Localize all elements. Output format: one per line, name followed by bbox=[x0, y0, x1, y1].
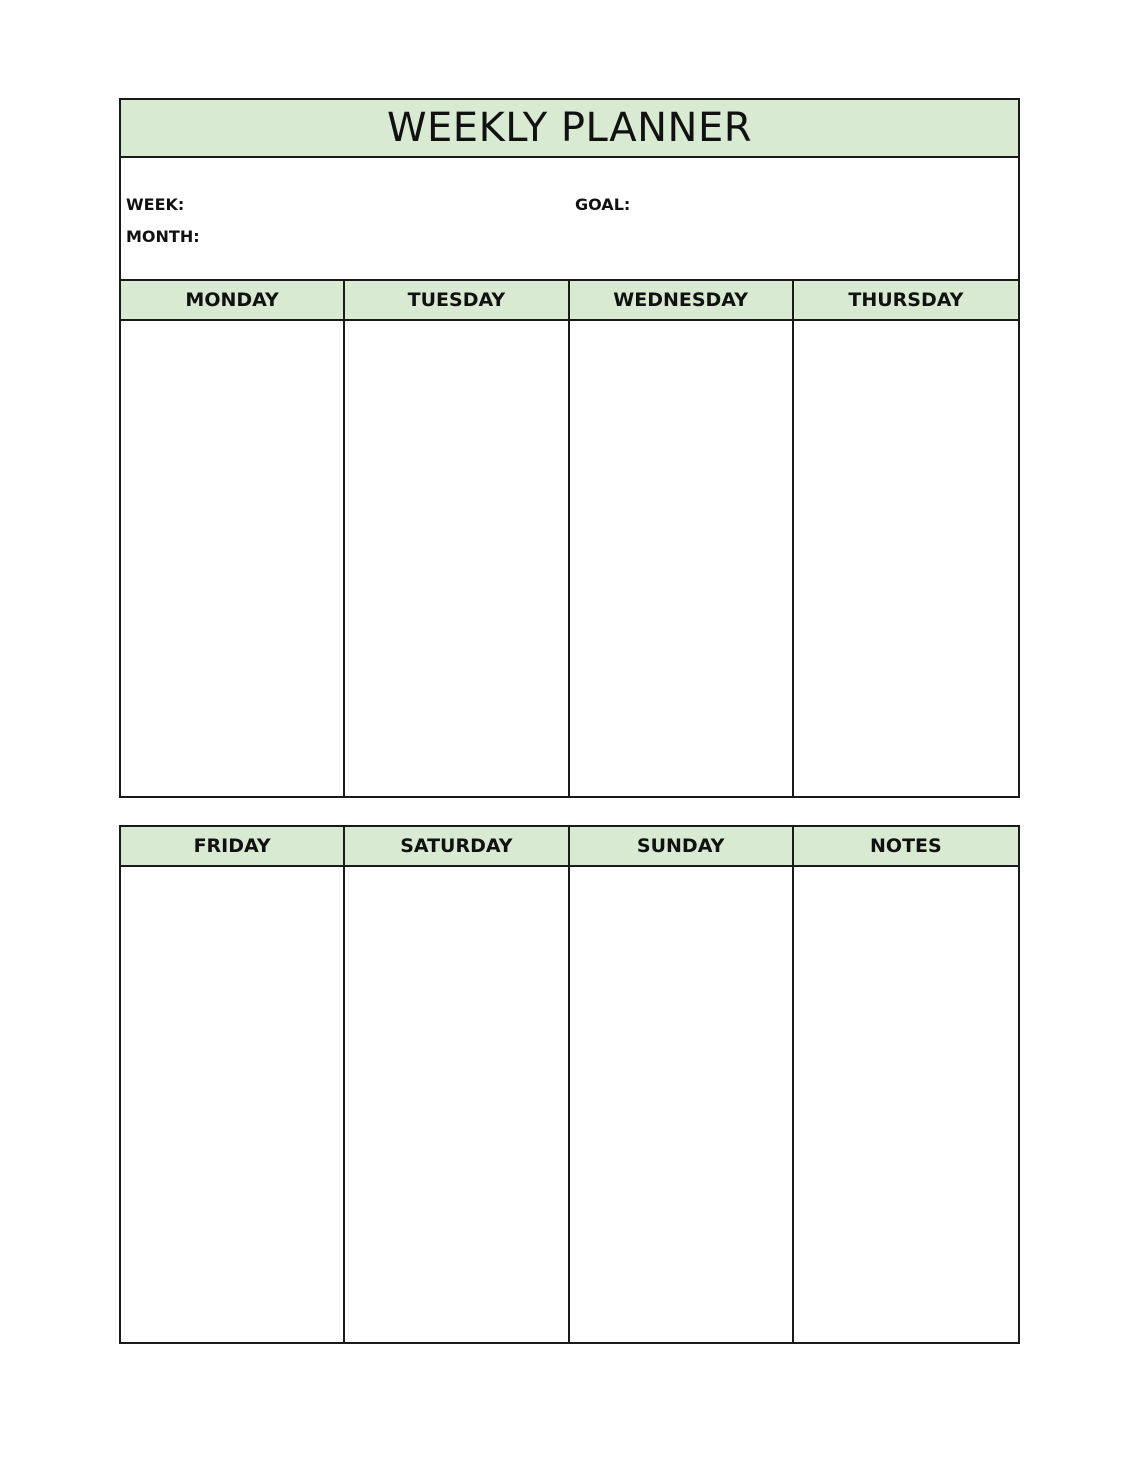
page-title: WEEKLY PLANNER bbox=[121, 100, 1018, 158]
saturday-header: SATURDAY bbox=[345, 827, 569, 867]
thursday-header: THURSDAY bbox=[794, 281, 1018, 321]
month-label: MONTH: bbox=[126, 227, 200, 246]
thursday-box[interactable] bbox=[794, 321, 1018, 798]
tuesday-header: TUESDAY bbox=[345, 281, 569, 321]
notes-box[interactable] bbox=[794, 867, 1018, 1342]
friday-header: FRIDAY bbox=[121, 827, 345, 867]
friday-box[interactable] bbox=[121, 867, 345, 1342]
tuesday-box[interactable] bbox=[345, 321, 569, 798]
planner-top-section bbox=[119, 98, 1020, 798]
info-area bbox=[121, 158, 1018, 281]
sunday-box[interactable] bbox=[570, 867, 794, 1342]
monday-header: MONDAY bbox=[121, 281, 345, 321]
wednesday-box[interactable] bbox=[570, 321, 794, 798]
goal-label: GOAL: bbox=[575, 195, 631, 214]
week-label: WEEK: bbox=[126, 195, 185, 214]
monday-box[interactable] bbox=[121, 321, 345, 798]
saturday-box[interactable] bbox=[345, 867, 569, 1342]
planner-bottom-section bbox=[119, 825, 1020, 1344]
weekend-grid bbox=[121, 827, 1018, 1342]
sunday-header: SUNDAY bbox=[570, 827, 794, 867]
weekday-grid bbox=[121, 281, 1018, 798]
wednesday-header: WEDNESDAY bbox=[570, 281, 794, 321]
notes-header: NOTES bbox=[794, 827, 1018, 867]
